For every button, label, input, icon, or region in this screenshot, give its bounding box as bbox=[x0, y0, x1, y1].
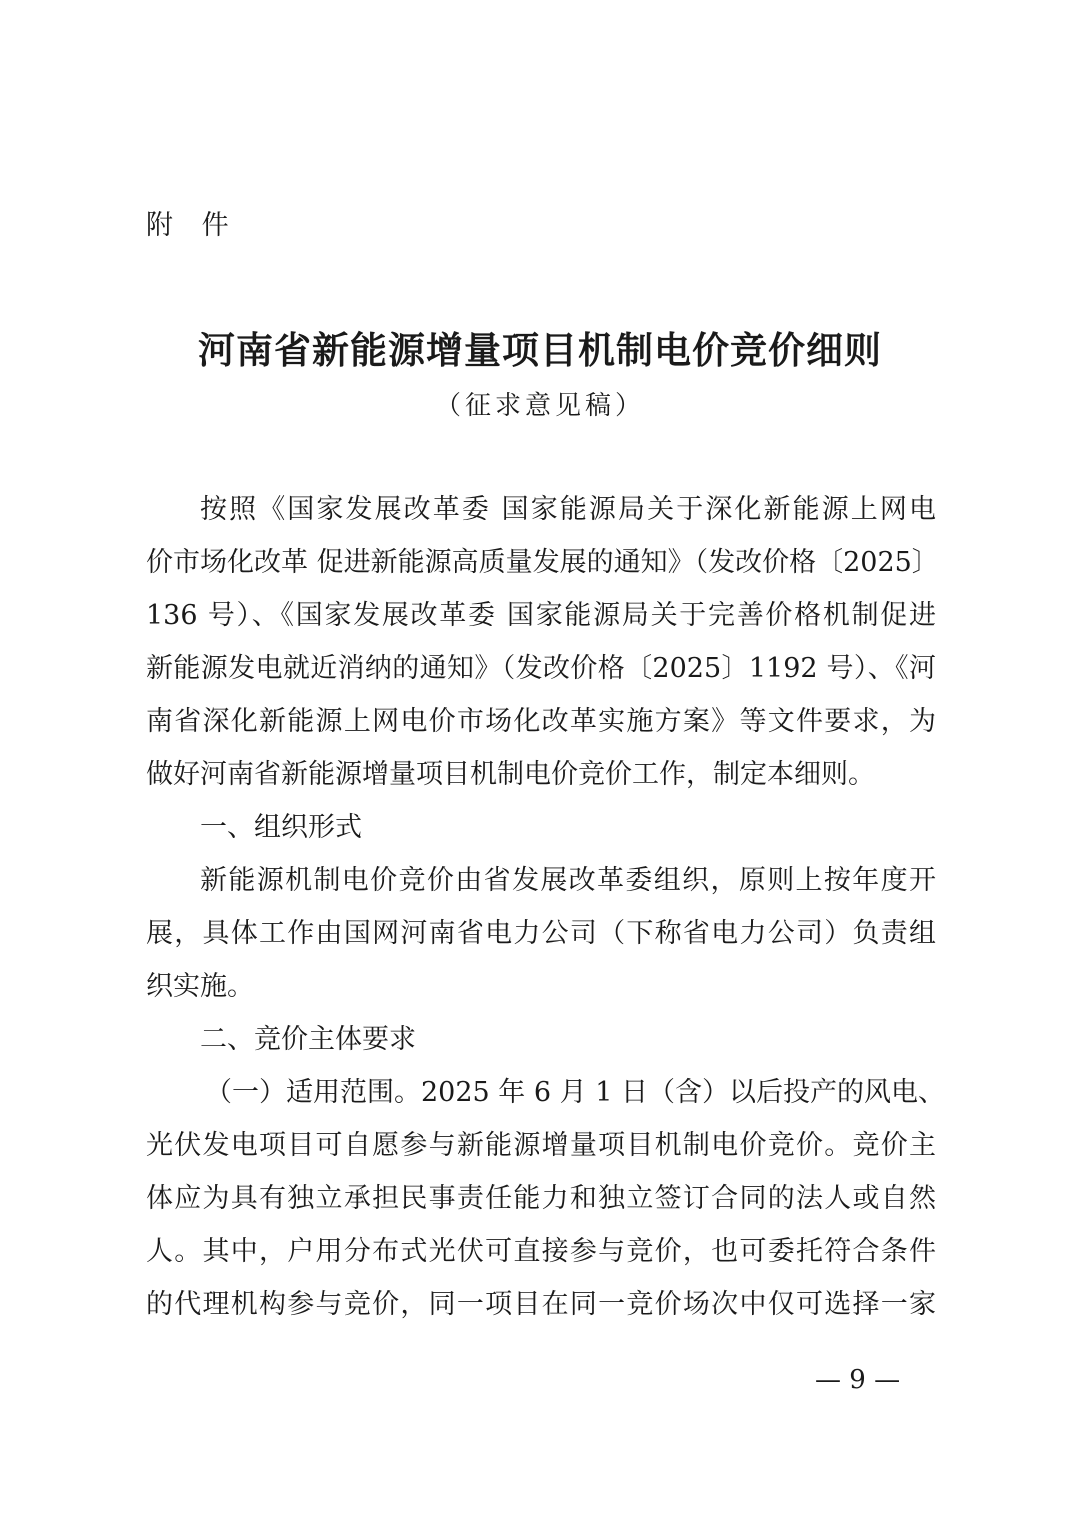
section-2-line-4: 人。其中，户用分布式光伏可直接参与竞价，也可委托符合条件 bbox=[146, 1236, 936, 1267]
intro-line-6: 做好河南省新能源增量项目机制电价竞价工作，制定本细则。 bbox=[146, 759, 875, 790]
section-2-line-1: （一）适用范围。2025 年 6 月 1 日（含）以后投产的风电、 bbox=[205, 1077, 945, 1108]
section-2-line-3: 体应为具有独立承担民事责任能力和独立签订合同的法人或自然 bbox=[146, 1183, 936, 1214]
page-number: — 9 — bbox=[815, 1365, 901, 1395]
document-subtitle: （征求意见稿） bbox=[434, 391, 645, 421]
section-1-heading: 一、组织形式 bbox=[200, 812, 362, 843]
attachment-label: 附 件 bbox=[146, 210, 239, 241]
intro-line-1: 按照《国家发展改革委 国家能源局关于深化新能源上网电 bbox=[200, 494, 936, 525]
section-2-heading: 二、竞价主体要求 bbox=[200, 1024, 416, 1055]
section-1-line-2: 展，具体工作由国网河南省电力公司（下称省电力公司）负责组 bbox=[146, 918, 936, 949]
intro-line-4: 新能源发电就近消纳的通知》（发改价格〔2025〕1192 号）、《河 bbox=[146, 653, 936, 684]
section-1-line-1: 新能源机制电价竞价由省发展改革委组织，原则上按年度开 bbox=[200, 865, 936, 896]
intro-line-2: 价市场化改革 促进新能源高质量发展的通知》（发改价格〔2025〕 bbox=[146, 547, 939, 578]
intro-line-3: 136 号）、《国家发展改革委 国家能源局关于完善价格机制促进 bbox=[146, 600, 936, 631]
document-title: 河南省新能源增量项目机制电价竞价细则 bbox=[198, 329, 882, 372]
section-2-line-5: 的代理机构参与竞价，同一项目在同一竞价场次中仅可选择一家 bbox=[146, 1289, 936, 1320]
section-1-line-3: 织实施。 bbox=[146, 971, 254, 1002]
section-2-line-2: 光伏发电项目可自愿参与新能源增量项目机制电价竞价。竞价主 bbox=[146, 1130, 936, 1161]
intro-line-5: 南省深化新能源上网电价市场化改革实施方案》等文件要求，为 bbox=[146, 706, 936, 737]
